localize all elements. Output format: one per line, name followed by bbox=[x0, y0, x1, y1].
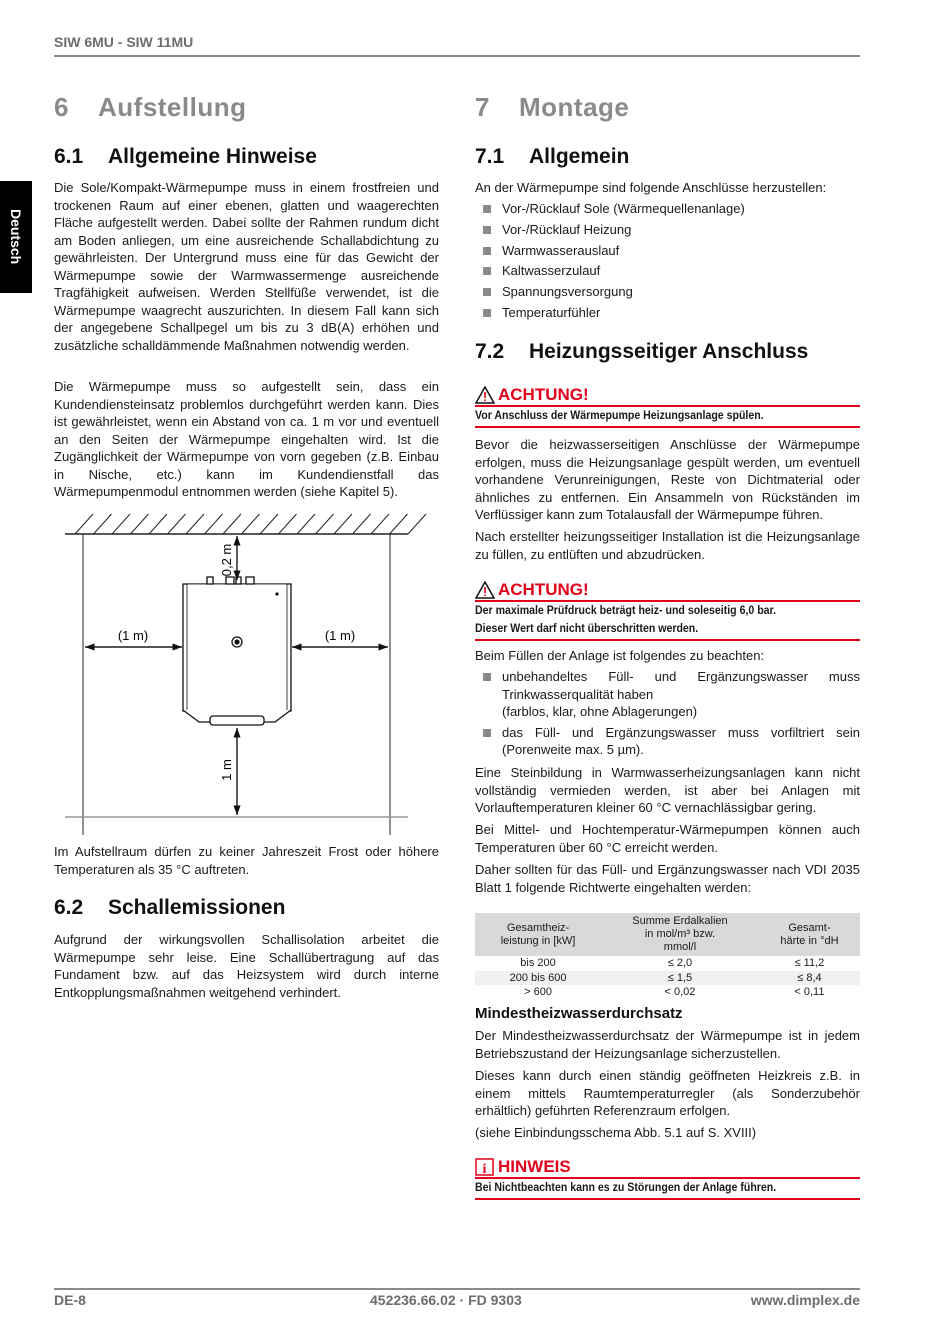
hatch-mark bbox=[205, 514, 223, 534]
paragraph: Bevor die heizwasserseitigen Anschlüsse der Wärmepumpe erfolgen, muss die Heizungsanlage gespült werden, um eventuell vorhandene Verunreinigungen, Reste von Dichtmaterial oder ähnliches zu entfernen. Ein Ansammeln von Rückständen im Verflüssiger kann zum Totalausfall der Wärmepumpe führen. bbox=[475, 437, 860, 522]
hatch-mark bbox=[334, 514, 352, 534]
water-requirements-list bbox=[475, 668, 860, 762]
list-item: Vor-/Rücklauf Sole (Wärmequellenanlage) bbox=[475, 200, 860, 218]
warning-box: ACHTUNG! Der maximale Prüfdruck beträgt heiz- und soleseitig 6,0 bar. Dieser Wert darf nicht überschritten werden. bbox=[475, 580, 860, 641]
bullet-icon bbox=[483, 309, 491, 317]
bullet-icon bbox=[483, 226, 491, 234]
warning-triangle-icon bbox=[475, 581, 495, 599]
subheading-min-flow: Mindestheizwasserdurchsatz bbox=[475, 1005, 683, 1022]
paragraph: Nach erstellter heizungsseitiger Installation ist die Heizungsanlage zu füllen, zu entlüften und abzudrücken. bbox=[475, 529, 860, 562]
hatch-mark bbox=[297, 514, 315, 534]
hatch-mark bbox=[168, 514, 186, 534]
paragraph: Der Mindestheizwasserdurchsatz der Wärmepumpe ist in jedem Betriebszustand der Heizungsanlage sicherzustellen. bbox=[475, 1028, 860, 1061]
footer-rule bbox=[54, 1288, 860, 1290]
paragraph: Beim Füllen der Anlage ist folgendes zu beachten: bbox=[475, 648, 765, 663]
hatch-mark bbox=[94, 514, 112, 534]
list-item: Spannungsversorgung bbox=[475, 283, 860, 301]
hatch-mark bbox=[408, 514, 426, 534]
table-row: > 600 < 0,02 < 0,11 bbox=[524, 986, 825, 998]
paragraph: Im Aufstellraum dürfen zu keiner Jahreszeit Frost oder höhere Temperaturen als 35 °C auftreten. bbox=[54, 844, 439, 877]
paragraph: An der Wärmepumpe sind folgende Anschlüsse herzustellen: bbox=[475, 180, 827, 195]
paragraph: Die Wärmepumpe muss so aufgestellt sein, dass ein Kundendiensteinsatz problemlos durchgeführt werden kann. Dies ist gewährleistet, wenn ein Abstand von ca. 1 m vor und eventuell an den Seiten der Wärmepumpe eingehalten wird. Ist die Zugänglichkeit der Wärmepumpe von vorn gegeben (z.B. Einbau in Nische, etc.) kann im Kundendienstfall das Wärmepumpenmodul entnommen werden (siehe Kapitel 5). bbox=[54, 379, 439, 499]
warning-box: ACHTUNG! Vor Anschluss der Wärmepumpe Heizungsanlage spülen. bbox=[475, 385, 860, 428]
bullet-icon bbox=[483, 729, 491, 737]
header-rule bbox=[54, 55, 860, 57]
paragraph: Bei Mittel- und Hochtemperatur-Wärmepumpen können auch Temperaturen über 60 °C erreicht werden. bbox=[475, 822, 860, 855]
list-item: das Füll- und Ergänzungswasser muss vorfiltriert sein (Porenweite max. 5 µm). bbox=[475, 724, 860, 759]
chapter-heading-6: 6 Aufstellung bbox=[54, 92, 247, 122]
table-header-row bbox=[475, 913, 860, 956]
hatch-mark bbox=[242, 514, 260, 534]
hatch-mark bbox=[131, 514, 149, 534]
front-clearance-label: 1 m bbox=[219, 759, 234, 781]
info-icon bbox=[475, 1158, 495, 1176]
list-item: Vor-/Rücklauf Heizung bbox=[475, 221, 860, 239]
water-hardness-table bbox=[475, 913, 860, 1000]
paragraph: Die Sole/Kompakt-Wärmepumpe muss in einem frostfreien und trockenen Raum auf einer ebenen, glatten und waagerechten Fläche aufgestellt werden. Dabei sollte der Rahmen rundum dicht am Boden anliegen, um eine ausreichende Schallabdichtung zu gewährleisten. Der Untergrund muss eine für das Gewicht der Wärmepumpe sowie der Warmwassermenge ausreichende Tragfähigkeit aufweisen. Werden Stellfüße verwendet, ist die Wärmepumpe waagrecht auszurichten. In diesem Fall kann sich der angegebene Schallpegel um bis zu 3 dB(A) erhöhen und zusätzliche schalldämmende Maßnahmen notwendig werden. bbox=[54, 180, 439, 353]
column-header: Summe Erdalkalien in mol/m³ bzw. mmol/l bbox=[601, 913, 759, 956]
hatch-mark bbox=[186, 514, 204, 534]
hatch-mark bbox=[112, 514, 130, 534]
warning-triangle-icon bbox=[475, 386, 495, 404]
bullet-icon bbox=[483, 247, 491, 255]
paragraph: Dieses kann durch einen ständig geöffneten Heizkreis z.B. in einem mittels Raumtemperaturregler (als Sonderzubehör erhältlich) geführten Referenzraum erfolgen. bbox=[475, 1068, 860, 1118]
column-header: Gesamtheiz- leistung in [kW] bbox=[475, 913, 601, 956]
left-clearance-label: (1 m) bbox=[117, 628, 149, 643]
section-heading-7-1: 7.1 Allgemein bbox=[475, 145, 630, 168]
paragraph: Daher sollten für das Füll- und Ergänzungswasser nach VDI 2035 Blatt 1 folgende Richtwerte eingehalten werden: bbox=[475, 862, 860, 895]
bullet-icon bbox=[483, 673, 491, 681]
paragraph: Aufgrund der wirkungsvollen Schallisolation arbeitet die Wärmepumpe sehr leise. Eine Schallübertragung auf das Fundament bzw. auf das Heizsystem wird durch interne Entkopplungsmaßnahmen weitgehend verhindert. bbox=[54, 932, 439, 1000]
hatch-mark bbox=[390, 514, 408, 534]
website-link[interactable]: www.dimplex.de bbox=[750, 1292, 860, 1308]
language-tab: Deutsch bbox=[0, 181, 32, 293]
table-row: 200 bis 600 ≤ 1,5 ≤ 8,4 bbox=[475, 971, 860, 986]
paragraph: Eine Steinbildung in Warmwasserheizungsanlagen kann nicht vollständig vermieden werden, ist aber bei Anlagen mit Vorlauftemperaturen kleiner 60 °C vernachlässigbar gering. bbox=[475, 765, 860, 815]
hatch-mark bbox=[260, 514, 278, 534]
hatch-mark bbox=[316, 514, 334, 534]
bullet-icon bbox=[483, 267, 491, 275]
connection-list bbox=[475, 200, 860, 325]
installation-clearance-diagram bbox=[0, 500, 460, 845]
note-box: i HINWEIS Bei Nichtbeachten kann es zu Störungen der Anlage führen. bbox=[475, 1157, 860, 1200]
svg-text:i: i bbox=[482, 1162, 487, 1176]
column-header: Gesamt- härte in °dH bbox=[759, 913, 860, 956]
section-heading-7-2: 7.2 Heizungsseitiger Anschluss bbox=[475, 340, 809, 363]
paragraph: (siehe Einbindungsschema Abb. 5.1 auf S. XVIII) bbox=[475, 1125, 757, 1140]
right-clearance-label: (1 m) bbox=[324, 628, 356, 643]
bullet-icon bbox=[483, 288, 491, 296]
section-heading-6-1: 6.1 Allgemeine Hinweise bbox=[54, 145, 317, 168]
hatch-mark bbox=[279, 514, 297, 534]
hatch-mark bbox=[149, 514, 167, 534]
chapter-heading-7: 7 Montage bbox=[475, 92, 630, 122]
list-item: Temperaturfühler bbox=[475, 304, 860, 322]
table-row: bis 200 ≤ 2,0 ≤ 11,2 bbox=[520, 957, 825, 969]
bullet-icon bbox=[483, 205, 491, 213]
ceiling-hatch bbox=[65, 514, 426, 534]
heat-pump-unit bbox=[183, 577, 291, 725]
list-item: unbehandeltes Füll- und Ergänzungswasser muss Trinkwasserqualität haben (farblos, klar, ohne Ablagerungen) bbox=[475, 668, 860, 721]
hatch-mark bbox=[223, 514, 241, 534]
hatch-mark bbox=[75, 514, 93, 534]
hatch-mark bbox=[353, 514, 371, 534]
list-item: Warmwasserauslauf bbox=[475, 242, 860, 260]
document-number: 452236.66.02 · FD 9303 bbox=[370, 1292, 522, 1308]
top-clearance-label: 0,2 m bbox=[219, 543, 234, 577]
page-number: DE-8 bbox=[54, 1292, 86, 1308]
list-item: Kaltwasserzulauf bbox=[475, 262, 860, 280]
section-heading-6-2: 6.2 Schallemissionen bbox=[54, 896, 286, 919]
running-header: SIW 6MU - SIW 11MU bbox=[54, 34, 194, 50]
hatch-mark bbox=[371, 514, 389, 534]
